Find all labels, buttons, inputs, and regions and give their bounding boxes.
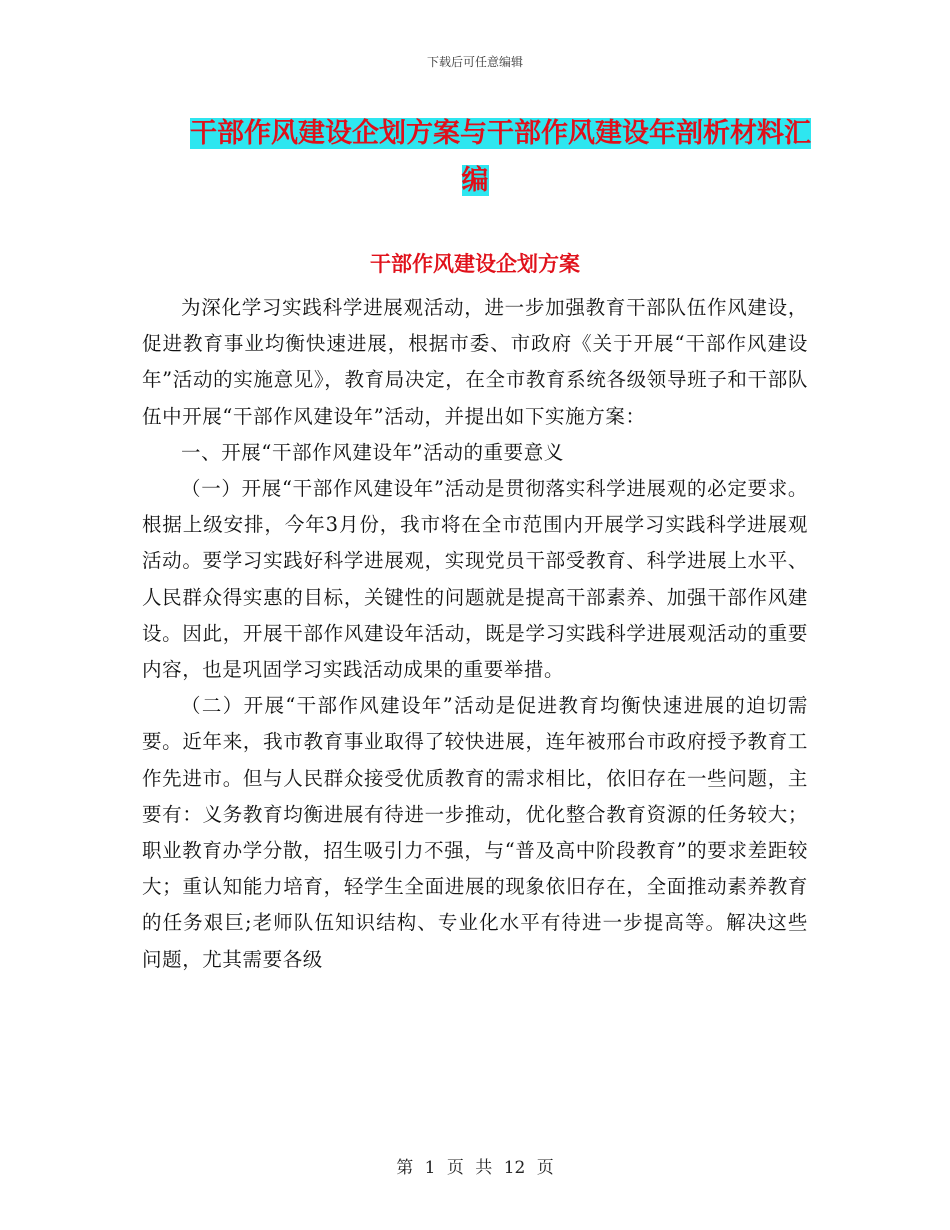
document-title-line-1: 干部作风建设企划方案与干部作风建设年剖析材料汇 <box>190 118 811 149</box>
paragraph: 一、开展“干部作风建设年”活动的重要意义 <box>181 440 564 464</box>
paragraph: （一）开展“干部作风建设年”活动是贯彻落实科学进展观的必定要求。根据上级安排，今年3月份，我市将在全市范围内开展学习实践科学进展观活动。要学习实践好科学进展观，实现党员干部受教育、科学进展上水平、人民群众得实惠的目标，关键性的问题就是提高干部素养、加强干部作风建设。因此，开展干部作风建设年活动，既是学习实践科学进展观活动的重要内容，也是巩固学习实践活动成果的重要举措。 <box>142 477 808 682</box>
header-note: 下载后可任意编辑 <box>426 55 523 69</box>
document-title <box>190 110 810 204</box>
section-title: 干部作风建设企划方案 <box>370 251 580 276</box>
document-title-line-2: 编 <box>461 165 489 196</box>
paragraph: 为深化学习实践科学进展观活动，进一步加强教育干部队伍作风建设，促进教育事业均衡快速进展，根据市委、市政府《关于开展“干部作风建设年”活动的实施意见》，教育局决定，在全市教育系统各级领导班子和干部队伍中开展“干部作风建设年”活动，并提出如下实施方案： <box>142 296 808 428</box>
paragraph: （二）开展“干部作风建设年”活动是促进教育均衡快速进展的迫切需要。近年来，我市教育事业取得了较快进展，连年被邢台市政府授予教育工作先进市。但与人民群众接受优质教育的需求相比，依旧存在一些问题，主要有：义务教育均衡进展有待进一步推动，优化整合教育资源的任务较大；职业教育办学分散，招生吸引力不强，与“普及高中阶段教育”的要求差距较大；重认知能力培育，轻学生全面进展的现象依旧存在，全面推动素养教育的任务艰巨;老师队伍知识结构、专业化水平有待进一步提高等。解决这些问题，尤其需要各级 <box>142 694 808 971</box>
document-body <box>142 290 808 978</box>
page-number-footer: 第 1 页 共 12 页 <box>396 1158 554 1178</box>
